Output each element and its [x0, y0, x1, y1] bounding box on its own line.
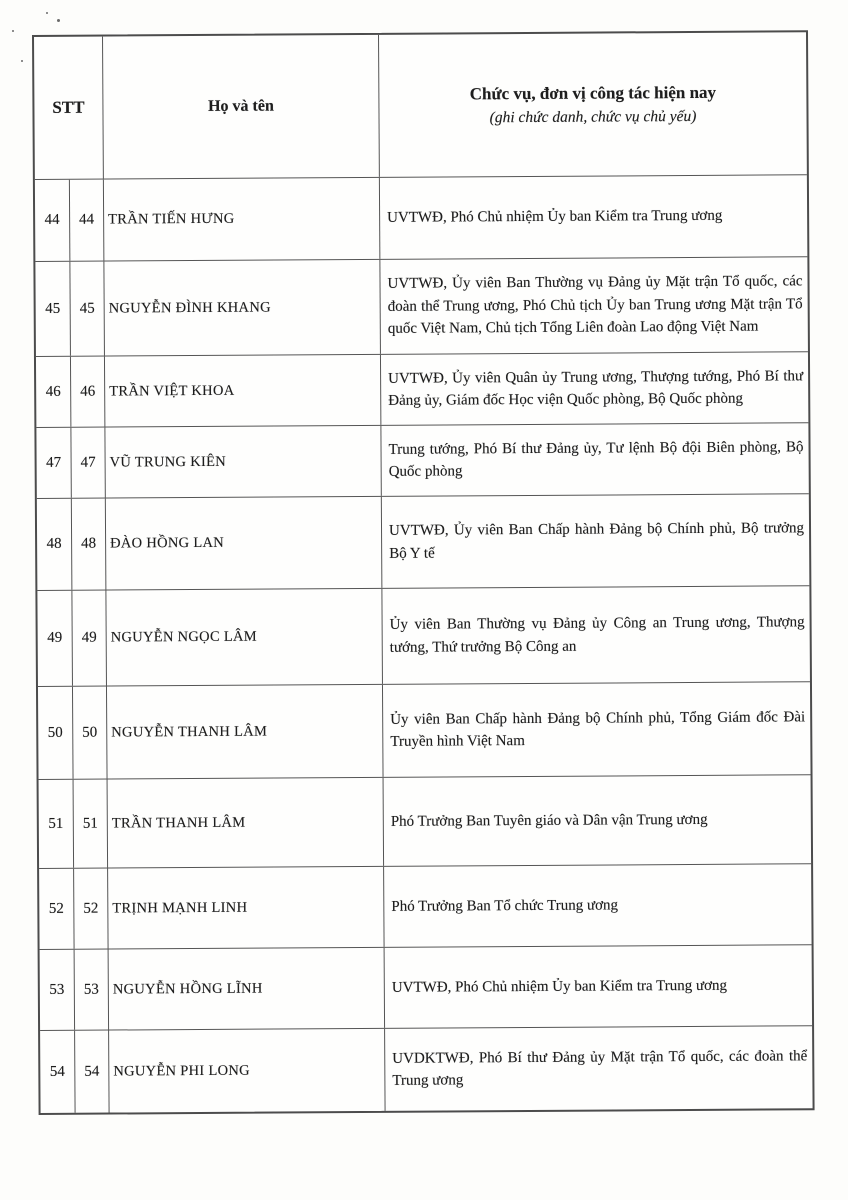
stt-cell: 52 [74, 869, 108, 949]
table-row [36, 352, 808, 428]
position-text: UVTWĐ, Ủy viên Ban Chấp hành Đảng bộ Chính phủ, Bộ trưởng Bộ Y tế [388, 520, 805, 562]
table-row [39, 864, 811, 950]
position-cell [384, 775, 812, 866]
position-cell [381, 423, 808, 496]
name-cell: VŨ TRUNG KIÊN [105, 426, 381, 498]
table-row [37, 494, 810, 591]
stt-cell: 48 [37, 499, 73, 590]
stt-cell: 47 [36, 428, 71, 498]
position-cell [380, 257, 808, 354]
position-text: UVTWĐ, Ủy viên Ban Thường vụ Đảng ủy Mặt trận Tổ quốc, các đoàn thể Trung ương, Phó Chủ tịch Ủy ban Trung ương Mặt trận Tổ quốc Việt Nam, Chủ tịch Tổng Liên đoàn Lao động Việt Nam [387, 273, 803, 338]
table-header-row [34, 32, 807, 180]
table-row [37, 586, 810, 687]
position-cell [382, 494, 810, 588]
table-row [36, 423, 808, 499]
position-text: Phó Trưởng Ban Tuyên giáo và Dân vận Trung ương [390, 811, 708, 830]
table-row [40, 945, 812, 1031]
stt-cell: 45 [35, 262, 71, 356]
position-text: UVTWĐ, Phó Chủ nhiệm Ủy ban Kiểm tra Trung ương [391, 977, 728, 996]
stt-cell: 48 [72, 499, 107, 590]
position-cell [382, 586, 810, 684]
name-cell: TRỊNH MẠNH LINH [108, 867, 384, 949]
name-cell: NGUYỄN NGỌC LÂM [106, 589, 383, 686]
table-row [39, 775, 812, 869]
header-position-subtitle: (ghi chức danh, chức vụ chủ yếu) [489, 108, 697, 127]
stt-cell: 50 [38, 687, 74, 779]
stt-cell: 54 [75, 1031, 110, 1113]
stt-cell: 46 [36, 357, 71, 427]
stt-cell: 47 [71, 428, 105, 498]
position-text: Trung tướng, Phó Bí thư Đảng ủy, Tư lệnh Bộ đội Biên phòng, Bộ Quốc phòng [388, 438, 804, 480]
stt-cell: 50 [73, 687, 108, 779]
name-cell: ĐÀO HỒNG LAN [106, 497, 383, 590]
table-row [40, 1026, 812, 1113]
name-cell: TRẦN THANH LÂM [108, 778, 385, 868]
stt-cell: 53 [75, 950, 109, 1030]
position-cell [385, 945, 812, 1028]
name-cell: NGUYỄN ĐÌNH KHANG [104, 260, 381, 356]
position-cell [384, 864, 811, 947]
name-cell: TRẦN VIỆT KHOA [105, 355, 381, 427]
position-cell [380, 175, 807, 259]
stt-cell: 51 [74, 780, 109, 868]
stt-cell: 51 [39, 780, 75, 868]
dust-speck [46, 12, 48, 14]
dust-speck [12, 30, 14, 32]
name-cell: TRẦN TIẾN HƯNG [104, 178, 380, 261]
dust-speck [21, 60, 23, 62]
position-text: UVTWĐ, Phó Chủ nhiệm Ủy ban Kiểm tra Trung ương [387, 208, 723, 227]
header-position-title: Chức vụ, đơn vị công tác hiện nay [469, 82, 717, 103]
stt-cell: 44 [35, 180, 70, 261]
stt-cell: 46 [71, 357, 105, 427]
position-text: Ủy viên Ban Chấp hành Đảng bộ Chính phủ, Tổng Giám đốc Đài Truyền hình Việt Nam [390, 708, 806, 750]
name-cell: NGUYỄN THANH LÂM [107, 685, 384, 779]
stt-cell: 54 [40, 1031, 76, 1113]
stt-cell: 45 [70, 262, 105, 356]
header-name: Họ và tên [103, 35, 380, 179]
table-row [35, 257, 808, 357]
position-text: Ủy viên Ban Thường vụ Đảng ủy Công an Trung ương, Thượng tướng, Thứ trưởng Bộ Công an [389, 614, 805, 656]
stt-cell: 44 [70, 180, 104, 261]
stt-cell: 53 [40, 950, 75, 1030]
table-row [35, 175, 807, 262]
dust-speck [57, 19, 60, 22]
position-cell [383, 682, 811, 777]
header-stt: STT [34, 37, 104, 179]
personnel-table [32, 30, 815, 1115]
stt-cell: 52 [39, 869, 74, 949]
position-text: UVDKTWĐ, Phó Bí thư Đảng ủy Mặt trận Tổ quốc, các đoàn thể Trung ương [392, 1047, 808, 1089]
header-position [379, 32, 807, 177]
position-text: Phó Trưởng Ban Tổ chức Trung ương [391, 897, 619, 915]
position-cell [385, 1026, 812, 1111]
position-text: UVTWĐ, Ủy viên Quân ủy Trung ương, Thượng tướng, Phó Bí thư Đảng ủy, Giám đốc Học viện Quốc phòng, Bộ Quốc phòng [388, 367, 804, 409]
stt-cell: 49 [72, 591, 107, 686]
name-cell: NGUYỄN HỒNG LĨNH [109, 948, 385, 1030]
table-row [38, 682, 811, 780]
stt-cell: 49 [37, 591, 73, 686]
name-cell: NGUYỄN PHI LONG [109, 1029, 385, 1113]
position-cell [381, 352, 808, 425]
